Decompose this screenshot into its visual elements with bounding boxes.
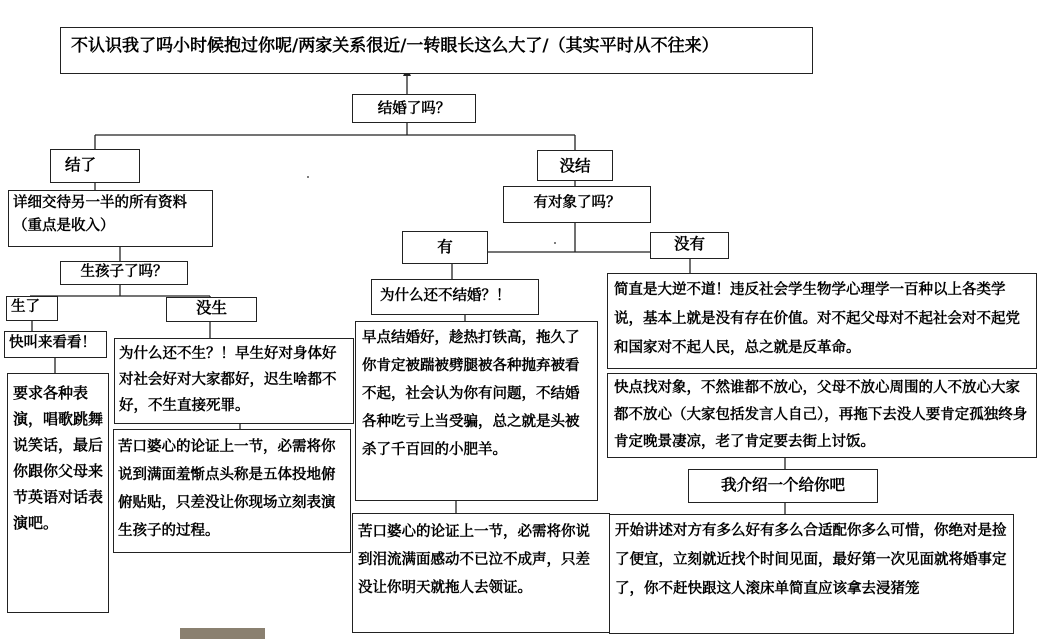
answer-married-box bbox=[50, 149, 140, 183]
why-not-marry-text: 为什么还不结婚？！ bbox=[380, 288, 511, 304]
perform-demand-box bbox=[7, 373, 109, 613]
introduce-text: 我介绍一个给你吧 bbox=[720, 476, 845, 494]
marry-early-text: 早点结婚好，趁热打铁高，拖久了你肯定被踹被劈腿被各种抛弃被看不起，社会认为你有问题，不结婚各种吃亏上当受骗，总之就是头被杀了千百回的小肥羊。 bbox=[362, 330, 580, 458]
lecture-marry-box bbox=[352, 513, 610, 633]
spouse-details-box bbox=[8, 190, 213, 247]
question-partner-box bbox=[503, 186, 651, 223]
outrageous-box bbox=[607, 273, 1037, 369]
lecture-marry-text: 苦口婆心的论证上一节，必需将你说到泪流满面感动不已泣不成声，只差没让你明天就拖人去领证。 bbox=[358, 524, 590, 596]
lecture-kids-box bbox=[113, 429, 351, 553]
answer-no-kids-text: 没生 bbox=[195, 299, 227, 317]
answer-has-partner-text: 有 bbox=[437, 238, 453, 256]
lecture-kids-text: 苦口婆心的论证上一节，必需将你说到满面羞惭点头称是五体投地俯俯贴贴，只差没让你现场立刻表演生孩子的过程。 bbox=[118, 439, 336, 539]
bring-to-see-text: 快叫来看看！ bbox=[9, 335, 96, 351]
find-partner-text: 快点找对象，不然谁都不放心，父母不放心周围的人不放心大家都不放心（大家包括发言人自己），再拖下去没人要肯定孤独终身肯定晚景凄凉，老了肯定要去街上讨饭。 bbox=[614, 380, 1028, 450]
question-partner-text: 有对象了吗？ bbox=[533, 195, 621, 211]
find-partner-box bbox=[607, 373, 1037, 458]
answer-no-partner-box bbox=[650, 232, 729, 259]
question-kids-text: 生孩子了吗？ bbox=[80, 264, 168, 280]
answer-had-kids-box bbox=[6, 296, 58, 321]
why-no-kids-text: 为什么还不生？！早生好对身体好对社会好对大家都好，迟生啥都不好，不生直接死罪。 bbox=[119, 346, 337, 414]
answer-married-text: 结了 bbox=[65, 156, 97, 174]
answer-not-married-text: 没结 bbox=[559, 157, 591, 175]
answer-no-partner-text: 没有 bbox=[673, 235, 705, 253]
matchmaking-box bbox=[609, 514, 1014, 634]
answer-not-married-box bbox=[537, 150, 613, 181]
why-no-kids-box bbox=[114, 338, 354, 424]
corner-image-fragment bbox=[180, 628, 265, 639]
marry-early-box bbox=[355, 321, 598, 501]
introduce-box bbox=[688, 469, 878, 503]
answer-has-partner-box bbox=[402, 231, 488, 264]
outrageous-text: 简直是大逆不道！违反社会学生物学心理学一百种以上各类学说，基本上就是没有存在价值。对不起父母对不起社会对不起党和国家对不起人民，总之就是反革命。 bbox=[614, 282, 1020, 356]
perform-demand-text: 要求各种表演，唱歌跳舞说笑话，最后你跟你父母来节英语对话表演吧。 bbox=[13, 384, 104, 532]
bring-to-see-box bbox=[4, 331, 107, 358]
question-kids-box bbox=[60, 261, 188, 285]
question-married-text: 结婚了吗？ bbox=[377, 101, 451, 117]
spouse-details-text: 详细交待另一半的所有资料（重点是收入） bbox=[13, 195, 187, 235]
root-greeting-text: 不认识我了吗小时候抱过你呢/两家关系很近/一转眼长这么大了/（其实平时从不往来） bbox=[71, 36, 719, 56]
answer-had-kids-text: 生了 bbox=[11, 299, 40, 315]
question-married-box bbox=[352, 94, 476, 123]
answer-no-kids-box bbox=[166, 297, 257, 322]
matchmaking-text: 开始讲述对方有多么好有多么合适配你多么可惜，你绝对是捡了便宜，立刻就近找个时间见面，最好第一次见面就将婚事定了，你不赶快跟这人滚床单简直应该拿去浸猪笼 bbox=[615, 523, 1007, 597]
root-greeting-box bbox=[60, 27, 813, 74]
why-not-marry-box bbox=[371, 279, 539, 315]
